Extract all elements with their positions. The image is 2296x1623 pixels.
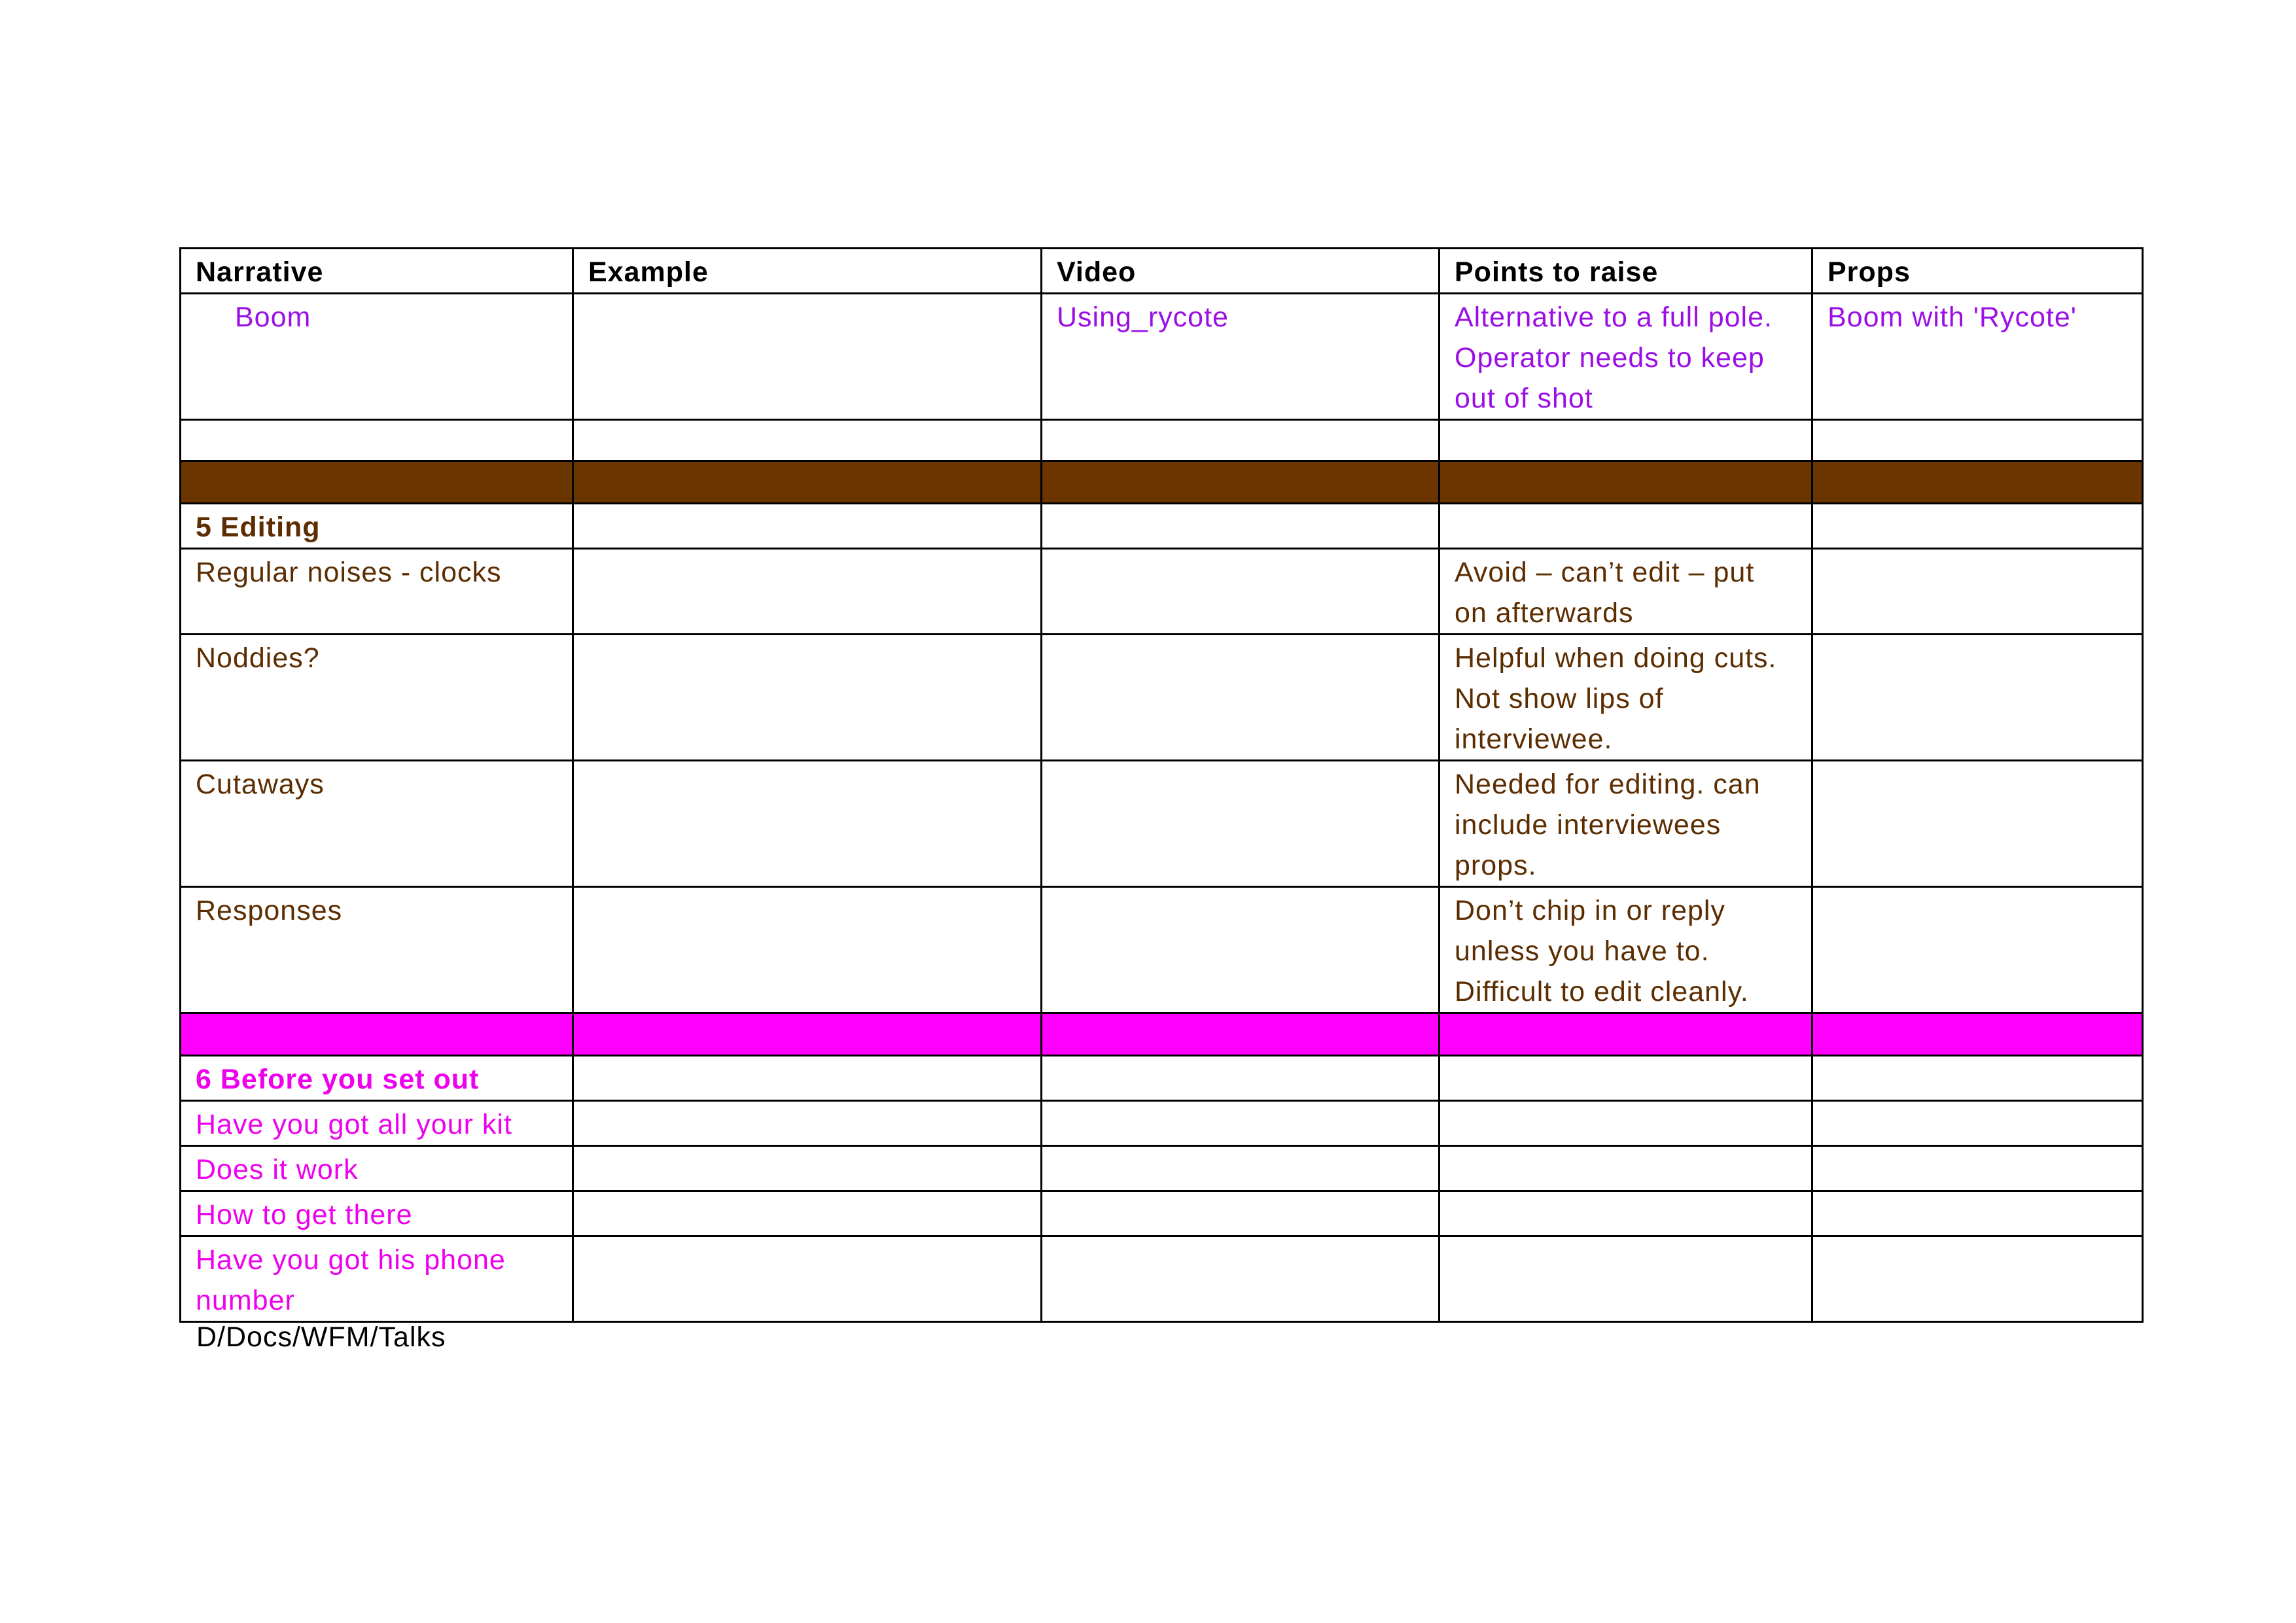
example-cell bbox=[573, 635, 1042, 761]
example-cell bbox=[573, 761, 1042, 887]
points-cell bbox=[1439, 1191, 1812, 1236]
section-title: 6 Before you set out bbox=[181, 1056, 573, 1101]
points-cell-line: Don’t chip in or reply bbox=[1455, 895, 1725, 926]
narrative-cell-line: Have you got his phone bbox=[196, 1244, 506, 1276]
props-cell bbox=[1812, 549, 2143, 635]
video-cell bbox=[1042, 761, 1439, 887]
empty-cell bbox=[573, 504, 1042, 549]
band-cell bbox=[573, 461, 1042, 504]
narrative-cell-line: number bbox=[196, 1285, 295, 1316]
empty-row bbox=[181, 420, 2143, 461]
points-cell-line: interviewee. bbox=[1455, 724, 1613, 755]
narrative-cell bbox=[181, 1236, 573, 1322]
points-cell bbox=[1439, 887, 1812, 1013]
narrative-cell bbox=[181, 1191, 573, 1236]
points-cell bbox=[1439, 1236, 1812, 1322]
narrative-cell-line: Responses bbox=[196, 895, 343, 926]
narrative-cell bbox=[181, 1101, 573, 1146]
points-cell-line: Needed for editing. can bbox=[1455, 769, 1761, 800]
band-cell bbox=[181, 1013, 573, 1056]
points-cell bbox=[1439, 549, 1812, 635]
table-row bbox=[181, 549, 2143, 635]
boom-video: Using_rycote bbox=[1042, 294, 1439, 420]
empty-cell bbox=[1439, 504, 1812, 549]
example-cell bbox=[573, 549, 1042, 635]
empty-cell bbox=[1042, 1056, 1439, 1101]
points-cell bbox=[1439, 635, 1812, 761]
boom-row bbox=[181, 294, 2143, 420]
empty-cell bbox=[1812, 504, 2143, 549]
band-cell bbox=[1042, 1013, 1439, 1056]
table-row bbox=[181, 1146, 2143, 1191]
band-cell bbox=[1812, 1013, 2143, 1056]
header-props: Props bbox=[1812, 249, 2143, 294]
props-cell bbox=[1812, 635, 2143, 761]
empty-cell bbox=[573, 1056, 1042, 1101]
points-cell-line: on afterwards bbox=[1455, 597, 1634, 629]
props-cell bbox=[1812, 1101, 2143, 1146]
header-row bbox=[181, 249, 2143, 294]
table-row bbox=[181, 761, 2143, 887]
narrative-cell-line: Cutaways bbox=[196, 769, 325, 800]
empty-cell bbox=[1042, 504, 1439, 549]
video-cell bbox=[1042, 887, 1439, 1013]
points-cell bbox=[1439, 761, 1812, 887]
points-cell bbox=[1439, 1101, 1812, 1146]
table-row bbox=[181, 1101, 2143, 1146]
narrative-cell bbox=[181, 761, 573, 887]
empty-cell bbox=[1439, 420, 1812, 461]
props-cell bbox=[1812, 1146, 2143, 1191]
band-cell bbox=[573, 1013, 1042, 1056]
boom-points-line: Alternative to a full pole. bbox=[1455, 302, 1773, 333]
narrative-cell-line: Does it work bbox=[196, 1154, 359, 1185]
props-cell bbox=[1812, 761, 2143, 887]
props-cell bbox=[1812, 1236, 2143, 1322]
video-cell bbox=[1042, 1101, 1439, 1146]
section-heading-row bbox=[181, 504, 2143, 549]
band-cell bbox=[1812, 461, 2143, 504]
props-cell bbox=[1812, 887, 2143, 1013]
video-cell bbox=[1042, 1236, 1439, 1322]
video-cell bbox=[1042, 549, 1439, 635]
boom-narrative: Boom bbox=[181, 294, 573, 420]
points-cell-line: Helpful when doing cuts. bbox=[1455, 642, 1777, 674]
table-row bbox=[181, 887, 2143, 1013]
footer-file-path: D/Docs/WFM/Talks bbox=[196, 1321, 446, 1353]
table-body bbox=[181, 249, 2143, 1322]
empty-cell bbox=[1042, 420, 1439, 461]
section-divider-band bbox=[181, 1013, 2143, 1056]
empty-cell bbox=[1812, 420, 2143, 461]
points-cell-line: include interviewees bbox=[1455, 809, 1722, 841]
narrative-cell bbox=[181, 1146, 573, 1191]
section-heading-row bbox=[181, 1056, 2143, 1101]
narrative-cell-line: Regular noises - clocks bbox=[196, 557, 502, 588]
narrative-cell-line: How to get there bbox=[196, 1199, 413, 1230]
points-cell-line: Difficult to edit cleanly. bbox=[1455, 976, 1749, 1007]
example-cell bbox=[573, 887, 1042, 1013]
section-title: 5 Editing bbox=[181, 504, 573, 549]
talk-notes-table bbox=[179, 247, 2144, 1323]
boom-example bbox=[573, 294, 1042, 420]
header-example: Example bbox=[573, 249, 1042, 294]
narrative-cell bbox=[181, 887, 573, 1013]
props-cell bbox=[1812, 1191, 2143, 1236]
example-cell bbox=[573, 1236, 1042, 1322]
points-cell-line: unless you have to. bbox=[1455, 935, 1710, 967]
band-cell bbox=[1439, 461, 1812, 504]
empty-cell bbox=[181, 420, 573, 461]
video-cell bbox=[1042, 635, 1439, 761]
empty-cell bbox=[573, 420, 1042, 461]
table-row bbox=[181, 1191, 2143, 1236]
band-cell bbox=[1439, 1013, 1812, 1056]
example-cell bbox=[573, 1101, 1042, 1146]
boom-points bbox=[1439, 294, 1812, 420]
narrative-cell-line: Have you got all your kit bbox=[196, 1109, 512, 1140]
example-cell bbox=[573, 1191, 1042, 1236]
header-narrative: Narrative bbox=[181, 249, 573, 294]
narrative-cell bbox=[181, 549, 573, 635]
points-cell-line: Avoid – can’t edit – put bbox=[1455, 557, 1755, 588]
table-row bbox=[181, 635, 2143, 761]
video-cell bbox=[1042, 1191, 1439, 1236]
band-cell bbox=[181, 461, 573, 504]
example-cell bbox=[573, 1146, 1042, 1191]
table-row bbox=[181, 1236, 2143, 1322]
boom-points-line: out of shot bbox=[1455, 383, 1593, 414]
boom-points-line: Operator needs to keep bbox=[1455, 342, 1765, 374]
points-cell-line: Not show lips of bbox=[1455, 683, 1664, 714]
points-cell bbox=[1439, 1146, 1812, 1191]
narrative-cell-line: Noddies? bbox=[196, 642, 320, 674]
empty-cell bbox=[1439, 1056, 1812, 1101]
section-divider-band bbox=[181, 461, 2143, 504]
boom-props: Boom with 'Rycote' bbox=[1812, 294, 2143, 420]
header-points-to-raise: Points to raise bbox=[1439, 249, 1812, 294]
empty-cell bbox=[1812, 1056, 2143, 1101]
video-cell bbox=[1042, 1146, 1439, 1191]
narrative-cell bbox=[181, 635, 573, 761]
band-cell bbox=[1042, 461, 1439, 504]
header-video: Video bbox=[1042, 249, 1439, 294]
points-cell-line: props. bbox=[1455, 850, 1537, 881]
